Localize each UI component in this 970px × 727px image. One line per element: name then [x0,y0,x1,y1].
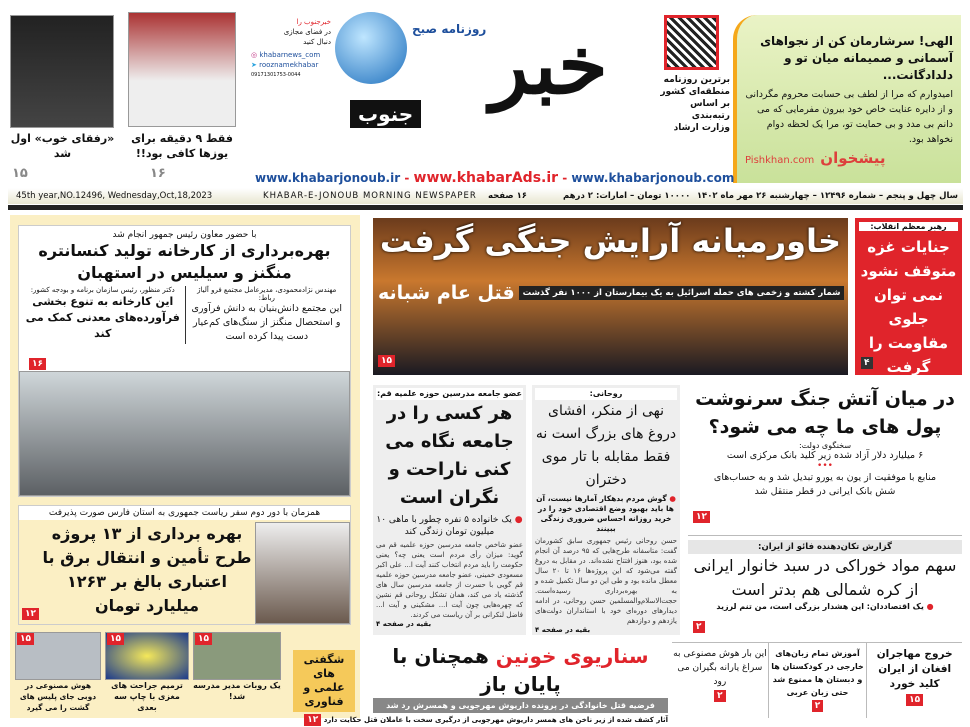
page-ref: ۲ [714,690,726,702]
separator: ••• [817,461,833,471]
date-en: 45th year,NO.12496, Wednesday,Oct,18,2023 [16,191,213,201]
teaser-page: ۱۶ [150,166,166,181]
url[interactable]: www.khabarjonoub.com [571,171,735,185]
science-item[interactable] [193,632,281,702]
ranking-line: وزارت ارشاد [673,123,730,133]
watermark: پیشخوان [820,149,886,167]
logo-tagline: روزنامه صبح [412,22,487,36]
social-box [251,17,331,80]
lead-kicker: قتل عام شبانه [378,282,515,304]
factory-photo [19,371,350,496]
ranking-note [650,74,730,134]
url-line [255,170,734,186]
prayer-title: الهی! سرشارمان کن از نجواهای آسمانی و صمیمانه میان تو و دلدادگانت... [760,34,953,82]
qom-article[interactable]: عضو جامعه مدرسین حوزه علمیه قم: هر کسی را در جامعه نگاه می کنی ناراحت و نگران است ● یک خانواده ۵ نفره چطور با ماهی ۱۰ میلیون تومان زندگی کند عضو شاخص جامعه مدرسین حوزه علمیه قم می گوید: میزان رأی مردم است یعنی چه؟ یعنی حکومت را باید مردم انتخاب کنند آیت ا... علی اکبر مسعودی خمینی، عضو جامعه مدرسین حوزه علمیه قم گویی با حسرت از جامعه مدرسین سال های گذشته یاد می کند، همان تشکل روحانی قم نشین که چهره‌هایی چون آیت ا... مشکینی و آیت ا... فاضل لنکرانی بر آن ریاست می کردند. بقیه در صفحه ۴ [373,385,526,635]
headline-black: همچنان با پایان باز [392,644,561,696]
social-intro: خبرجنوب را [296,18,331,26]
url[interactable]: www.khabarjonoub.ir [255,171,401,185]
quote: این مجتمع دانش‌بنیان به دانش فرآوری و استحصال منگنز از سنگ‌های کم‌عیار دست پیدا کرده است [191,303,343,342]
headline: هر کسی را در جامعه نگاه می کنی ناراحت و نگران است [385,403,514,508]
quote-label: مهندس نژادمحمودی، مدیرعامل مجتمع فرو آلیاژ رباط: [197,286,337,302]
official-photo [255,522,350,624]
teaser-photo-football[interactable] [128,12,236,127]
lead-headline: خاورمیانه آرایش جنگی گرفت [379,222,842,260]
leader-headline: جنایات غزه متوقف نشود نمی توان جلوی مقاومت را گرفت [860,238,957,376]
headline: در میان آتش جنگ سرنوشت پول های ما چه می شود؟ [695,388,955,438]
title: آموزش تمام زبان‌های خارجی در کودکستان ها و دبستان ها ممنوع شد حتی زبان عربی [771,649,864,697]
ranking-line: بر اساس [690,99,730,109]
bullet: یک خانواده ۵ نفره چطور با ماهی ۱۰ میلیون تومان زندگی کند [376,515,512,537]
page-count: ۱۶ صفحه [488,191,527,201]
headline: بهره‌برداری از کارخانه تولید کنسانتره منگنز و سیلیس در استهبان [38,241,331,282]
paper-name-en: KHABAR-E-JONOUB MORNING NEWSPAPER [263,191,477,201]
teaser-photo-goodfellas[interactable] [10,15,114,128]
headline: نهی از منکر، افشای دروغ های بزرگ است نه فقط مقابله با تار موی دختران [535,403,677,488]
dateline [8,188,963,204]
page-ref: ۱۲ [304,714,321,726]
kicker: با حضور معاون رئیس جمهور انجام شد [112,230,257,240]
page-ref: ۱۵ [107,633,124,645]
page-ref: ۱۵ [378,355,395,367]
url-sep: - [562,171,568,185]
teaser-goodfellas[interactable]: «رفقای خوب» اول شد [10,132,115,160]
headline: بهره برداری از ۱۳ پروژه طرح تأمین و انتقال برق با اعتباری بالغ بر ۱۲۶۳ میلیارد تومان [42,524,252,615]
speaker: سخنگوی دولت: [798,441,852,450]
science-item[interactable] [15,632,101,713]
ranking-line: منطقه‌ای کشور [660,87,730,97]
fars-article[interactable] [18,505,351,625]
label: گزارش تکان‌دهنده فائو از ایران: [688,540,962,554]
teaser-football[interactable]: فقط ۹ دقیقه برای یوزها کافی بود!! [131,132,233,160]
science-item[interactable] [105,632,189,713]
url[interactable]: www.khabarAds.ir [413,170,559,186]
bullet: گوش مردم بدهکار آمارها نیست، آن ها باید بهبود وضع اقتصادی خود را در خرید روزانه احساس ضروری زندگی ببینند [536,494,674,533]
lead-sub: شمار کشته و زخمی های حمله اسرائیل به یک بیمارستان از ۱۰۰۰ نفر گذشت [519,286,845,300]
page-ref: ۱۵ [195,633,212,645]
page-ref: ۱۵ [906,694,923,706]
teaser-page: ۱۵ [12,166,28,181]
divider [8,205,963,210]
body: حسن روحانی رئیس جمهوری سابق کشورمان گفت: متاسفانه طرح‌هایی که ۹۵ درصد آن انجام شده بود، هنوز افتتاح نشده‌اند. در مقابل به دروغ گفته می‌شود که این پروژه‌ها ۱۶ تا ۲۰ سال معطل مانده بود و طی این دو سال تکمیل شده و به بهره‌برداری رسیده‌است. حجت‌الاسلام‌والمسلمین حسن روحانی، در ادامه دیدارهای دوره‌ای خود با استانداران دولت‌های یازدهم و دوازدهم [535,537,678,625]
prayer-body: امیدوارم که مرا از لطف بی حسابت محروم مگردانی و از دایره عنایت خاص خود بیرون مفرمایی که می دانم بی مدد و بی حمایت تو، مرا یک لحظه دوام نخواهد بود. [745,89,953,145]
social-intro: دنبال کنید [303,38,331,46]
lead-story[interactable] [373,218,848,375]
money-article[interactable] [688,385,962,525]
fao-article[interactable]: گزارش تکان‌دهنده فائو از ایران: سهم مواد خوراکی در سبد خانوار ایرانی از کره شمالی هم بدتر است ● یک اقتصاددان: این هشدار بزرگی است، من تنم لرزید ۲ [688,535,962,635]
bullet: یک اقتصاددان: این هشدار بزرگی است، من تنم لرزید [716,602,924,611]
sub: فرضیه قتل خانوادگی در پرونده داریوش مهرجویی و همسرش رد شد [373,698,668,713]
leader-box[interactable] [855,218,962,375]
price: ۱۰۰۰۰ تومان – امارات: ۲ درهم [563,191,691,201]
page-ref: ۱۲ [693,511,710,523]
instagram-link[interactable] [251,50,331,60]
page-ref: ۴ [861,357,873,369]
body: عضو شاخص جامعه مدرسین حوزه علمیه قم می گوید: میزان رأی مردم است یعنی چه؟ یعنی حکومت را باید مردم انتخاب کنند آیت ا... علی اکبر مسعودی خمینی، عضو جامعه مدرسین حوزه علمیه قم گویی با حسرت از جامعه مدرسین سال های گذشته یاد می کند، همان تشکل روحانی قم نشین که چهره‌هایی چون آیت ا... مشکینی و آیت ا... فاضل لنکرانی بر آن ریاست می کردند. [376,541,523,619]
short-items [672,642,962,718]
prayer-box [733,15,961,183]
date-fa: سال چهل و پنجم – شماره ۱۲۴۹۶ – چهارشنبه ۲۶ مهر ماه ۱۴۰۲ [696,191,958,201]
telegram-icon: ➤ [251,61,257,69]
social-intro: در فضای مجازی [283,28,331,36]
line: آثار کشف شده از زیر ناخن های همسر داریوش مهرجویی از درگیری سخت با عاملان قتل حکایت دارد [323,716,668,724]
page-ref: ۱۶ [29,358,46,370]
leader-label: رهبر معظم انقلاب: [859,222,958,231]
body: منابع با موفقیت از یون به یورو تبدیل شد و به حساب‌های شش بانک ایرانی در قطر منتقل شد [713,472,937,497]
continued-link[interactable]: بقیه در صفحه ۴ [376,620,432,628]
page-ref: ۲ [812,700,824,712]
rouhani-article[interactable]: روحانی: نهی از منکر، افشای دروغ های بزرگ است نه فقط مقابله با تار موی دختران ● گوش مردم بدهکار آمارها نیست، آن ها باید بهبود وضع اقتصادی خود را در خرید روزانه احساس ضروری زندگی ببینند حسن روحانی رئیس جمهوری سابق کشورمان گفت: متاسفانه طرح‌هایی که ۹۵ درصد آن انجام شده بود، هنوز افتتاح نشده‌اند. در مقابل به دروغ گفته می‌شود که این پروژه‌ها ۱۶ تا ۲۰ سال معطل مانده بود و طی این دو سال تکمیل شده و به بهره‌برداری رسیده‌است. حجت‌الاسلام‌والمسلمین حسن روحانی، در ادامه دیدارهای دوره‌ای خود با استانداران دولت‌های یازدهم و دوازدهم بقیه در صفحه ۴ [532,385,680,635]
page-ref: ۱۲ [22,608,39,620]
science-label: شگفتی های علمی و فناوری [293,650,355,712]
title: خروج مهاجران افغان از ایران کلید خورد [876,648,953,690]
headline-red: سناریوی خونین [495,644,649,668]
ranking-line: رتبه‌بندی [691,111,730,121]
headline: سهم مواد خوراکی در سبد خانوار ایرانی از کره شمالی هم بدتر است [693,556,957,599]
watermark-url: Pishkhan.com [745,155,815,166]
label: عضو جامعه مدرسین حوزه علمیه قم: [377,389,522,398]
quote: این کارخانه به تنوع بخشی فرآورده‌های معدنی کمک می کند [25,295,180,340]
science-strip [15,632,355,712]
telegram-link[interactable] [251,60,331,70]
short-item[interactable] [768,643,867,718]
qr-code [664,15,719,70]
quote: ۶ میلیارد دلار آزاد شده زیر کلید بانک مرکزی است [726,450,924,461]
quote-label: دکتر منظور، رئیس سازمان برنامه و بودجه کشور: [30,286,175,294]
title: این بار هوش مصنوعی به سراغ یارانه بگیران می رود [673,649,767,687]
instagram-icon: ◎ [251,51,258,59]
label: روحانی: [535,388,677,400]
kicker: همزمان با دور دوم سفر ریاست جمهوری به استان فارس صورت پذیرفت [19,506,350,520]
page-ref: ۲ [693,621,705,633]
ranking-line: برترین روزنامه [663,75,730,85]
page-ref: ۱۵ [17,633,34,645]
continued-link[interactable]: بقیه در صفحه ۴ [535,626,591,634]
instagram-handle: khabarnews_com [259,51,321,59]
caption: یک روبات مدیر مدرسه شد! [193,681,281,701]
caption: هوش مصنوعی در دوبی جای پلیس های گشت را می گیرد [19,681,97,712]
short-item[interactable] [866,643,962,718]
caption: ترمیم جراحت های مغزی با چاپ سه بعدی [111,681,183,712]
logo: خبر [490,18,608,112]
factory-article[interactable] [18,225,351,497]
phone: 09171301753-0044 [251,72,301,78]
short-item[interactable] [672,643,768,718]
logo-sub: جنوب [350,100,421,128]
globe-icon [335,12,407,84]
telegram-handle: rooznamekhabar [259,61,319,69]
url-sep: - [404,171,410,185]
